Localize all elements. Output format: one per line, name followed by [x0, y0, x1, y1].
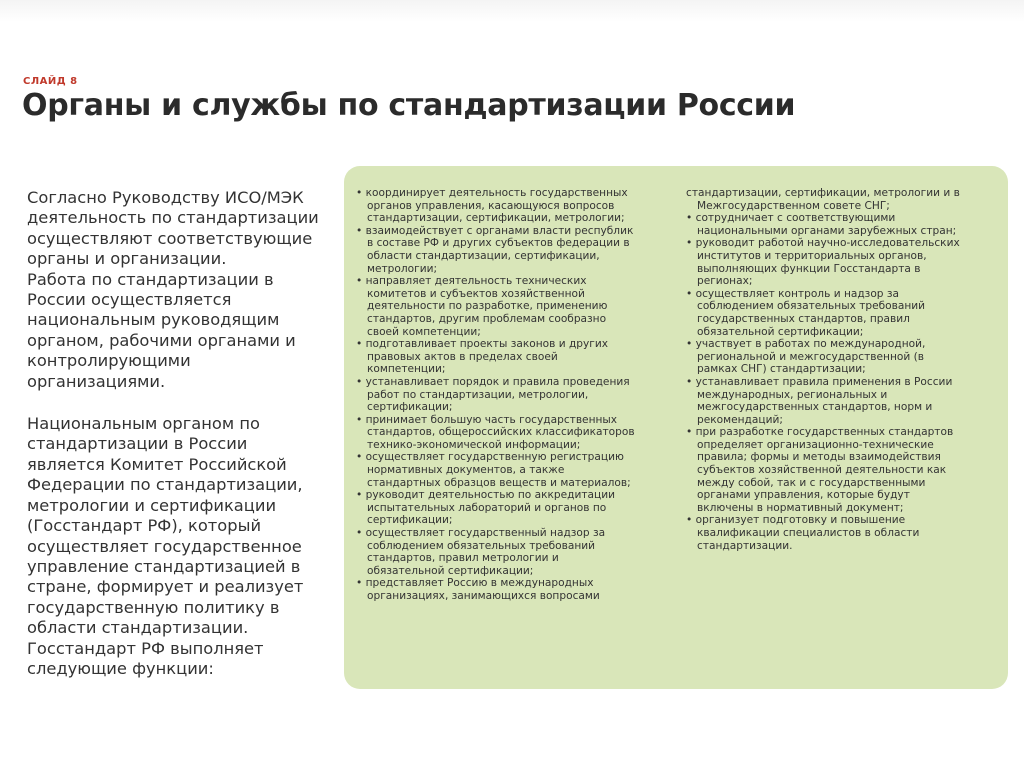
intro-paragraph-1 — [27, 188, 332, 392]
function-line: стандартных образцов веществ и материалов; — [367, 476, 631, 489]
function-line: регионах; — [697, 275, 753, 288]
text-line: органом, рабочими органами и — [27, 330, 296, 350]
function-line: органов управления, касающуюся вопросов — [367, 199, 615, 212]
function-line: компетенции; — [367, 363, 446, 376]
text-line: контролирующими — [27, 351, 191, 371]
function-line: • устанавливает правила применения в России — [686, 375, 953, 388]
text-line: (Госстандарт РФ), который — [27, 516, 262, 536]
text-line: России осуществляется — [27, 290, 232, 310]
function-line: в составе РФ и других субъектов федерации в — [367, 237, 630, 250]
function-line: • сотрудничает с соответствующими — [686, 212, 896, 225]
function-line: комитетов и субъектов хозяйственной — [367, 287, 585, 300]
function-line: сертификации; — [367, 514, 453, 527]
function-line: • участвует в работах по международной, — [686, 338, 926, 351]
function-line: региональной и межгосударственной (в — [697, 350, 924, 363]
function-line: выполняющих функции Госстандарта в — [697, 262, 921, 275]
text-line: Госстандарт РФ выполняет — [27, 638, 264, 658]
text-line: Национальным органом по — [27, 414, 260, 434]
function-line: стандартизации. — [697, 539, 793, 552]
function-line: • направляет деятельность технических — [356, 275, 587, 288]
functions-column-right — [686, 187, 1002, 552]
function-line: • координирует деятельность государственных — [356, 187, 628, 199]
intro-text — [27, 188, 332, 679]
text-line: метрологии и сертификации — [27, 495, 277, 515]
functions-panel — [344, 166, 1008, 689]
slide-title: Органы и службы по стандартизации России — [22, 88, 796, 123]
text-line: осуществляют соответствующие — [27, 228, 313, 248]
slide-number: СЛАЙД 8 — [23, 76, 78, 87]
function-line: национальными органами зарубежных стран; — [697, 224, 957, 237]
function-line: работ по стандартизации, метрологии, — [367, 388, 589, 401]
function-line: между собой, так и с государственными — [697, 476, 926, 489]
function-line: стандартов, правил метрологии и — [367, 552, 559, 565]
function-line: сертификации; — [367, 401, 453, 414]
text-line: государственную политику в — [27, 597, 280, 617]
text-line: стандартизации в России — [27, 434, 248, 454]
function-line: • осуществляет государственную регистрацию — [356, 451, 624, 464]
function-line: соблюдением обязательных требований — [367, 539, 596, 552]
function-line: соблюдением обязательных требований — [697, 300, 926, 313]
function-line: технико-экономической информации; — [367, 438, 581, 451]
function-line: стандартов, другим проблемам сообразно — [367, 312, 607, 325]
function-line: испытательных лабораторий и органов по — [367, 501, 607, 514]
function-line: рамках СНГ) стандартизации; — [697, 363, 866, 376]
text-line: следующие функции: — [27, 658, 214, 678]
function-line: стандартизации, сертификации, метрологии; — [367, 212, 625, 225]
function-line: • осуществляет государственный надзор за — [356, 527, 606, 540]
text-line: стране, формирует и реализует — [27, 577, 304, 597]
function-line: включены в нормативный документ; — [697, 501, 904, 514]
function-line: государственных стандартов, правил — [697, 312, 910, 325]
function-line: • при разработке государственных стандартов — [686, 426, 954, 439]
function-line: определяет организационно-технические — [697, 438, 934, 451]
function-line: стандартов, общероссийских классификаторов — [367, 426, 635, 439]
text-line: Согласно Руководству ИСО/МЭК — [27, 188, 304, 207]
text-line: органы и организации. — [27, 249, 227, 269]
function-line: международных, региональных и — [697, 388, 888, 401]
intro-paragraph-2 — [27, 414, 332, 679]
function-line: • устанавливает порядок и правила проведения — [356, 375, 630, 388]
function-line: обязательной сертификации; — [367, 564, 534, 577]
function-line: деятельности по разработке, применению — [367, 300, 608, 313]
function-line: Межгосударственном совете СНГ; — [697, 199, 890, 212]
function-line: метрологии; — [367, 262, 438, 275]
function-line: • руководит работой научно-исследовательских — [686, 237, 960, 250]
text-line: Федерации по стандартизации, — [27, 475, 303, 495]
function-line: нормативных документов, а также — [367, 464, 565, 477]
text-line: организациями. — [27, 371, 166, 391]
function-line: • руководит деятельностью по аккредитации — [356, 489, 615, 502]
text-line: области стандартизации. — [27, 618, 249, 638]
function-line: • организует подготовку и повышение — [686, 514, 906, 527]
function-line: • взаимодействует с органами власти республик — [356, 224, 634, 237]
function-line: стандартизации, сертификации, метрологии и в — [686, 187, 960, 199]
text-line: осуществляет государственное — [27, 536, 302, 556]
function-line: межгосударственных стандартов, норм и — [697, 401, 933, 414]
function-line: правовых актов в пределах своей — [367, 350, 558, 363]
function-line: • представляет Россию в международных — [356, 577, 594, 590]
functions-column-left — [356, 187, 682, 603]
function-line: организациях, занимающихся вопросами — [367, 590, 600, 602]
function-line: рекомендаций; — [697, 413, 783, 426]
text-line: Работа по стандартизации в — [27, 269, 274, 289]
top-bar — [0, 0, 1024, 22]
function-line: • принимает большую часть государственных — [356, 413, 618, 426]
function-line: органами управления, которые будут — [697, 489, 910, 502]
text-line: деятельность по стандартизации — [27, 208, 319, 228]
function-line: • подготавливает проекты законов и других — [356, 338, 609, 351]
function-line: своей компетенции; — [367, 325, 481, 338]
text-line: управление стандартизацией в — [27, 556, 301, 576]
function-line: субъектов хозяйственной деятельности как — [697, 464, 947, 477]
text-line: является Комитет Российской — [27, 454, 287, 474]
text-line: национальным руководящим — [27, 310, 280, 330]
function-line: • осуществляет контроль и надзор за — [686, 287, 900, 300]
function-line: институтов и территориальных органов, — [697, 249, 927, 262]
function-line: области стандартизации, сертификации, — [367, 249, 600, 262]
function-line: правила; формы и методы взаимодействия — [697, 451, 941, 464]
function-line: обязательной сертификации; — [697, 325, 864, 338]
function-line: квалификации специалистов в области — [697, 527, 920, 540]
